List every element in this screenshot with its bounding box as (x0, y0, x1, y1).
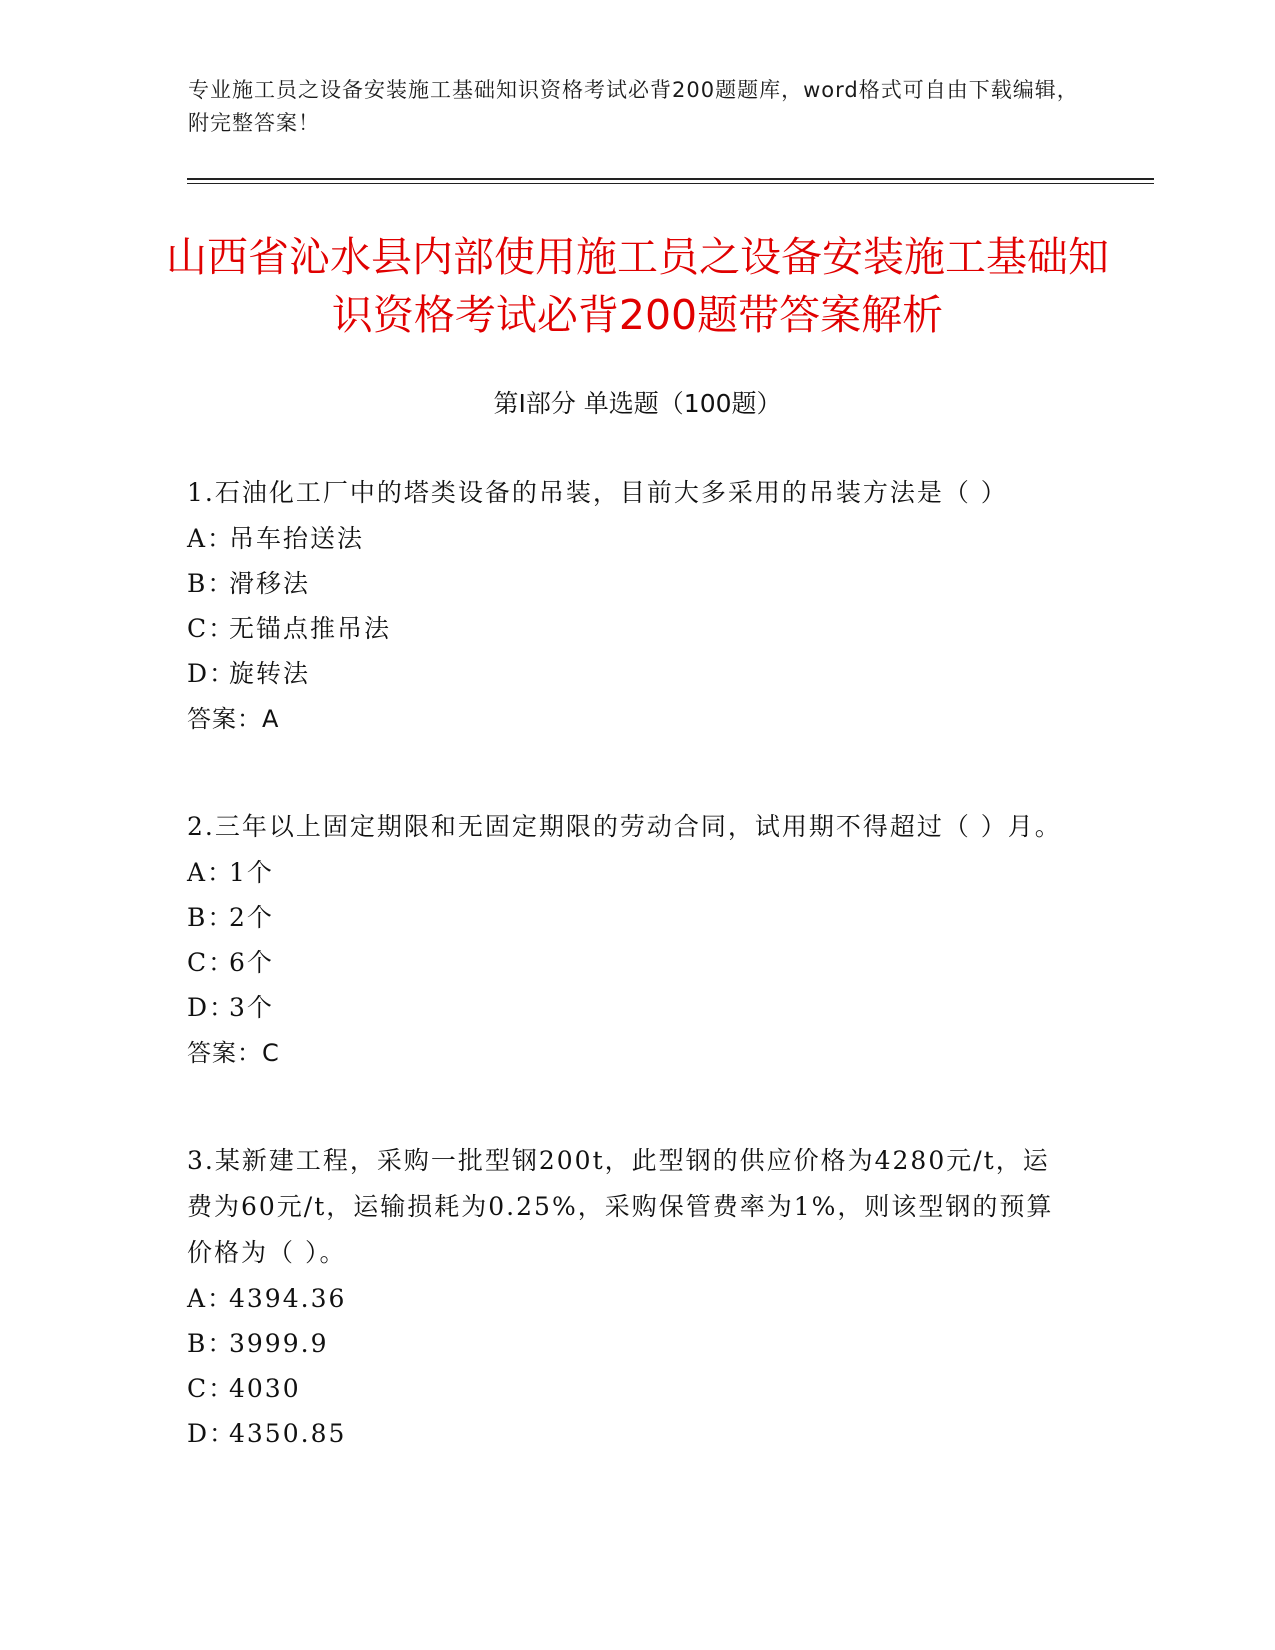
question-stem: 1.石油化工厂中的塔类设备的吊装，目前大多采用的吊装方法是（ ） (187, 478, 1008, 507)
option-key: B： (187, 903, 235, 932)
option-text: 2个 (229, 903, 274, 932)
question-1 (187, 470, 1067, 742)
option-a (187, 1276, 1067, 1321)
question-stem: 3.某新建工程，采购一批型钢200t，此型钢的供应价格为4280元/t，运费为60元/t，运输损耗为0.25%，采购保管费率为1%，则该型钢的预算价格为（ ）。 (187, 1146, 1054, 1267)
option-c (187, 606, 1067, 651)
option-key: D： (187, 1419, 237, 1448)
option-key: B： (187, 1329, 235, 1358)
answer-line: 答案：C (187, 1039, 280, 1067)
option-b (187, 895, 1067, 940)
section-title: 第Ⅰ部分 单选题（100题） (493, 389, 782, 418)
document-title: 山西省沁水县内部使用施工员之设备安装施工基础知识资格考试必背200题带答案解析 (166, 233, 1109, 339)
option-text: 3个 (229, 993, 274, 1022)
option-text: 6个 (229, 948, 274, 977)
option-text: 旋转法 (229, 659, 311, 688)
option-key: C： (187, 614, 236, 643)
question-3 (187, 1138, 1067, 1456)
option-text: 4394.36 (229, 1284, 347, 1313)
option-b (187, 1321, 1067, 1366)
question-gap (187, 1076, 1067, 1138)
answer-line: 答案：A (187, 705, 280, 733)
option-text: 3999.9 (229, 1329, 329, 1358)
option-key: D： (187, 993, 237, 1022)
question-2 (187, 804, 1067, 1076)
header-divider-thin (187, 183, 1154, 184)
option-d (187, 651, 1067, 696)
option-text: 4030 (229, 1374, 301, 1403)
option-text: 4350.85 (229, 1419, 347, 1448)
option-key: D： (187, 659, 237, 688)
option-d (187, 1411, 1067, 1456)
option-key: C： (187, 1374, 236, 1403)
question-stem: 2.三年以上固定期限和无固定期限的劳动合同，试用期不得超过（ ）月。 (187, 812, 1062, 841)
option-text: 吊车抬送法 (229, 524, 365, 553)
option-a (187, 516, 1067, 561)
option-key: B： (187, 569, 235, 598)
option-c (187, 940, 1067, 985)
option-c (187, 1366, 1067, 1411)
option-text: 1个 (229, 858, 274, 887)
option-key: C： (187, 948, 236, 977)
option-a (187, 850, 1067, 895)
option-d (187, 985, 1067, 1030)
question-gap (187, 742, 1067, 804)
option-key: A： (187, 858, 235, 887)
header-divider-thick (187, 178, 1154, 180)
option-text: 无锚点推吊法 (229, 614, 392, 643)
option-b (187, 561, 1067, 606)
option-key: A： (187, 1284, 235, 1313)
option-key: A： (187, 524, 235, 553)
question-list (187, 470, 1067, 1456)
option-text: 滑移法 (229, 569, 311, 598)
header-note: 专业施工员之设备安装施工基础知识资格考试必背200题题库，word格式可自由下载编辑，附完整答案！ (188, 78, 1079, 135)
